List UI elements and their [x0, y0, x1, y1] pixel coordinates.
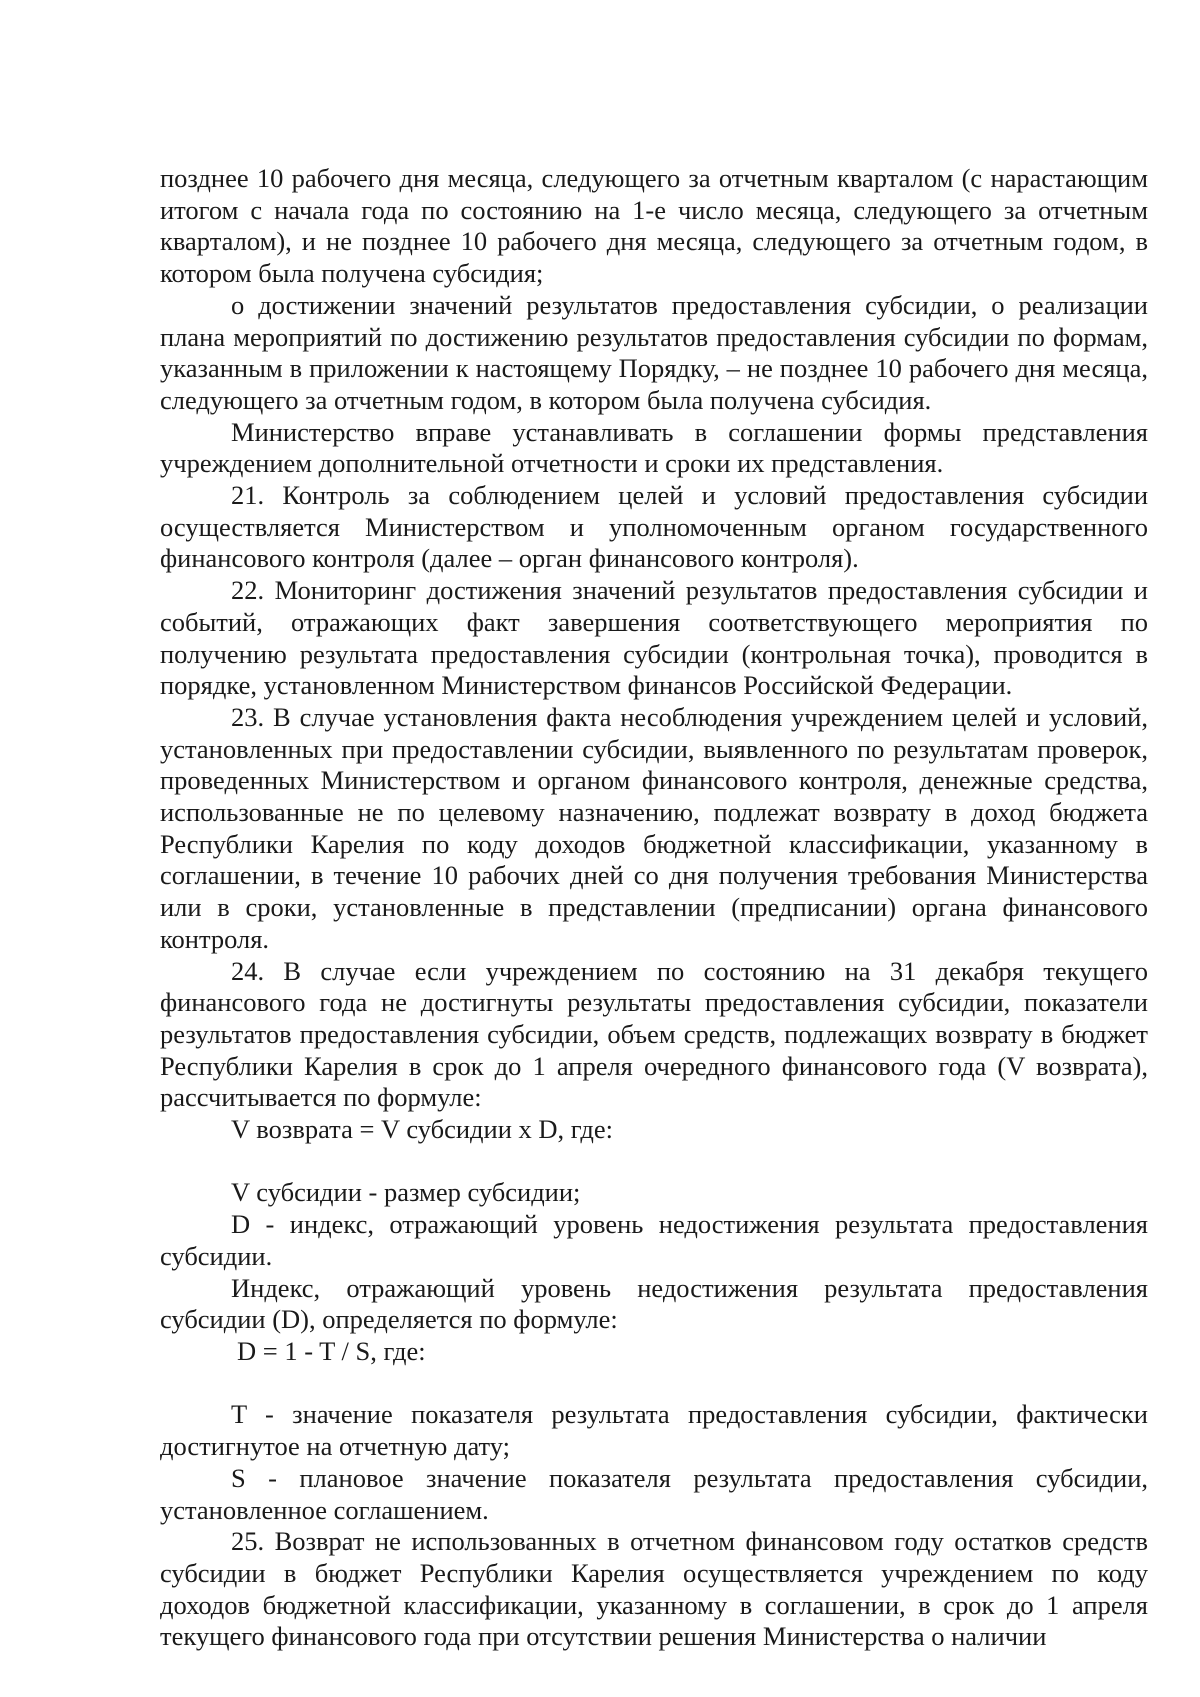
- paragraph-25-return: 25. Возврат не использованных в отчетном финансовом году остатков средств субсидии в бюджет Республики Карелия осуществляется учреждением по коду доходов бюджетной классификации, указанному в соглашении, в срок до 1 апреля текущего финансового года при отсутствии решения Министерства о наличии: [160, 1526, 1148, 1652]
- definition-t-value: T - значение показателя результата предоставления субсидии, фактически достигнутое на отчетную дату;: [160, 1399, 1148, 1462]
- paragraph-reporting-deadline: позднее 10 рабочего дня месяца, следующего за отчетным кварталом (с нарастающим итогом с начала года по состоянию на 1-е число месяца, следующего за отчетным кварталом), и не позднее 10 рабочего дня месяца, следующего за отчетным годом, в котором была получена субсидия;: [160, 163, 1148, 289]
- paragraph-index-formula-intro: Индекс, отражающий уровень недостижения результата предоставления субсидии (D), определяется по формуле:: [160, 1272, 1148, 1335]
- blank-line: [160, 1368, 1148, 1400]
- definition-v-subsidy: V субсидии - размер субсидии;: [231, 1177, 581, 1208]
- blank-line: [160, 1146, 1148, 1178]
- definition-d-index: D - индекс, отражающий уровень недостижения результата предоставления субсидии.: [160, 1209, 1148, 1271]
- paragraph-21-control: 21. Контроль за соблюдением целей и условий предоставления субсидии осуществляется Министерством и уполномоченным органом государственного финансового контроля (далее – орган финансового контроля).: [160, 480, 1148, 574]
- formula-d-index: D = 1 - T / S, где:: [237, 1336, 426, 1366]
- paragraph-24-not-achieved: 24. В случае если учреждением по состоянию на 31 декабря текущего финансового года не достигнуты результаты предоставления субсидии, показатели результатов предоставления субсидии, объем средств, подлежащих возврату в бюджет Республики Карелия в срок до 1 апреля очередного финансового года (V возврата), рассчитывается по формуле:: [160, 955, 1148, 1113]
- paragraph-results-report: о достижении значений результатов предоставления субсидии, о реализации плана мероприятий по достижению результатов предоставления субсидии по формам, указанным в приложении к настоящему Порядку, – не позднее 10 рабочего дня месяца, следующего за отчетным годом, в котором была получена субсидия.: [160, 289, 1148, 415]
- paragraph-22-monitoring: 22. Мониторинг достижения значений результатов предоставления субсидии и событий, отражающих факт завершения соответствующего мероприятия по получению результата предоставления субсидии (контрольная точка), проводится в порядке, установленном Министерством финансов Российской Федерации.: [160, 575, 1148, 701]
- formula-v-return: V возврата = V субсидии x D, где:: [231, 1114, 613, 1145]
- paragraph-23-violation: 23. В случае установления факта несоблюдения учреждением целей и условий, установленных при предоставлении субсидии, выявленного по результатам проверок, проведенных Министерством и органом финансового контроля, денежные средства, использованные не по целевому назначению, подлежат возврату в доход бюджета Республики Карелия по коду доходов бюджетной классификации, указанному в соглашении, в течение 10 рабочих дней со дня получения требования Министерства или в сроки, установленные в представлении (предписании) органа финансового контроля.: [160, 701, 1148, 954]
- definition-s-value: S - плановое значение показателя результата предоставления субсидии, установленное соглашением.: [160, 1462, 1148, 1525]
- paragraph-additional-reporting: Министерство вправе устанавливать в соглашении формы представления учреждением дополнительной отчетности и сроки их представления.: [160, 416, 1148, 479]
- document-page: [160, 163, 1148, 1653]
